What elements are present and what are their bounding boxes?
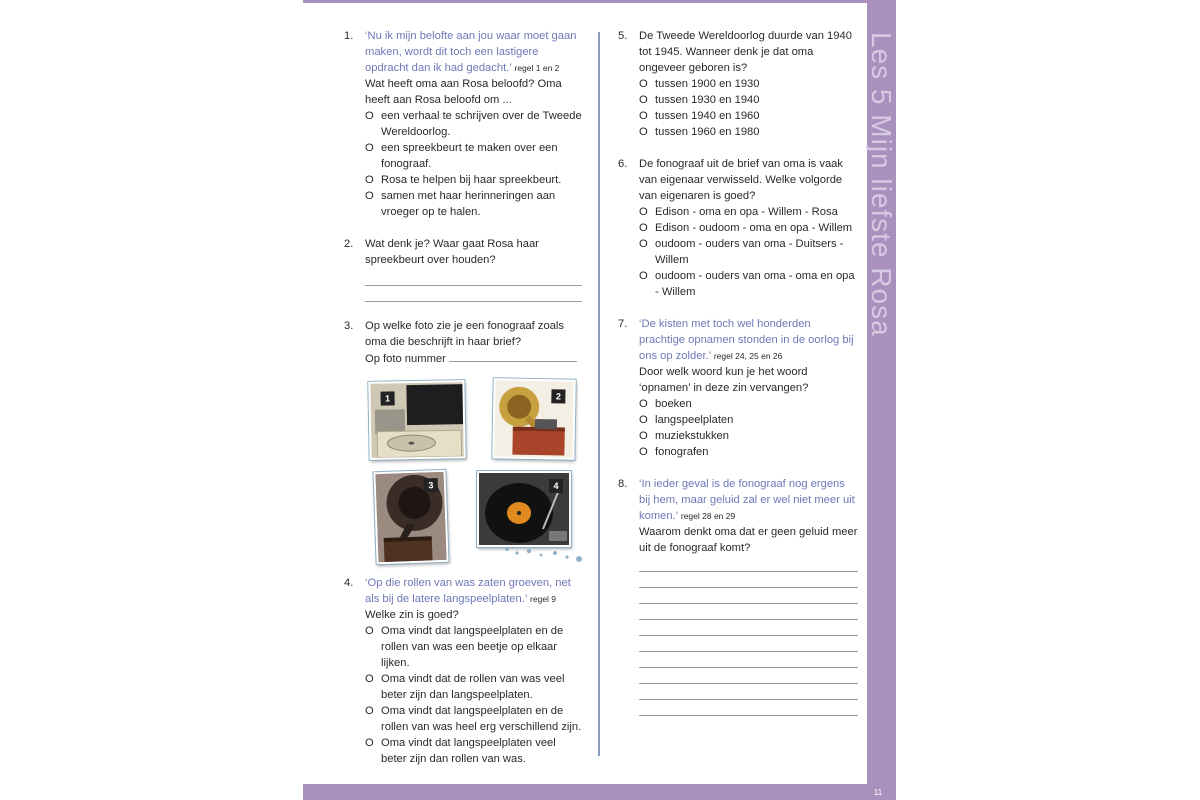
option-label: Oma vindt dat langspeelplaten en de rollen van was heel erg verschillend zijn. xyxy=(381,705,582,733)
option-label: Oma vindt dat langspeelplaten en de rollen van was een beetje op elkaar lijken. xyxy=(381,625,564,669)
question-8 xyxy=(618,476,858,716)
radio-circle-icon: O xyxy=(639,78,648,90)
radio-circle-icon: O xyxy=(639,126,648,138)
radio-circle-icon: O xyxy=(639,238,648,250)
photo-number-badge: 1 xyxy=(380,391,394,405)
answer-option[interactable] xyxy=(365,623,582,671)
radio-circle-icon: O xyxy=(365,625,374,637)
option-label: tussen 1960 en 1980 xyxy=(655,126,760,138)
question-text: De fonograaf uit de brief van oma is vaak van eigenaar verwisseld. Welke volgorde van eigenaren is goed? xyxy=(639,158,843,202)
answer-options xyxy=(365,108,582,220)
radio-circle-icon: O xyxy=(639,414,648,426)
question-7 xyxy=(618,316,858,460)
lesson-title xyxy=(867,32,896,392)
answer-line[interactable] xyxy=(365,286,582,302)
question-6 xyxy=(618,156,858,300)
question-text: Welke zin is goed? xyxy=(365,609,459,621)
question-text: Door welk woord kun je het woord ‘opnamen’ in deze zin vervangen? xyxy=(639,366,809,394)
answer-option[interactable] xyxy=(639,236,858,268)
question-quote xyxy=(639,316,858,364)
right-column xyxy=(618,28,858,716)
line-reference: regel 9 xyxy=(530,594,557,604)
question-5 xyxy=(618,28,858,140)
answer-option[interactable] xyxy=(639,268,858,300)
answer-lines xyxy=(639,556,858,716)
quote-text: ‘De kisten met toch wel honderden prachtige opnamen stonden in de oorlog bij ons op zolder.’ xyxy=(639,318,854,362)
answer-option[interactable] xyxy=(365,140,582,172)
option-label: fonografen xyxy=(655,446,709,458)
question-number: 6. xyxy=(618,158,628,170)
radio-circle-icon: O xyxy=(365,142,374,154)
photo-number-badge: 2 xyxy=(551,389,565,403)
answer-option[interactable] xyxy=(639,428,858,444)
photo-number-badge: 3 xyxy=(424,478,438,492)
answer-option[interactable] xyxy=(639,396,858,412)
question-number: 2. xyxy=(344,238,354,250)
photo-number-prompt xyxy=(365,350,582,367)
question-text: De Tweede Wereldoorlog duurde van 1940 tot 1945. Wanneer denk je dat oma ongeveer geboren is? xyxy=(639,30,852,74)
option-label: tussen 1940 en 1960 xyxy=(655,110,760,122)
question-text: Op welke foto zie je een fonograaf zoals oma die beschrijft in haar brief? xyxy=(365,320,565,348)
answer-line[interactable] xyxy=(365,270,582,286)
answer-line[interactable] xyxy=(639,652,858,668)
radio-circle-icon: O xyxy=(365,673,374,685)
answer-option[interactable] xyxy=(639,108,858,124)
question-1 xyxy=(344,28,582,220)
answer-option[interactable] xyxy=(365,108,582,140)
radio-circle-icon: O xyxy=(365,705,374,717)
photo-grid xyxy=(365,377,582,569)
photo-3 xyxy=(373,470,448,564)
answer-option[interactable] xyxy=(639,412,858,428)
answer-line[interactable] xyxy=(639,700,858,716)
line-reference: regel 28 en 29 xyxy=(680,511,736,521)
lesson-title-text: Les 5 Mijn liefste Rosa xyxy=(866,32,897,337)
question-text: Wat heeft oma aan Rosa beloofd? Oma heeft aan Rosa beloofd om ... xyxy=(365,78,562,106)
question-number: 1. xyxy=(344,30,354,42)
question-number: 8. xyxy=(618,478,628,490)
option-label: tussen 1900 en 1930 xyxy=(655,78,760,90)
answer-line[interactable] xyxy=(639,572,858,588)
answer-option[interactable] xyxy=(365,172,582,188)
option-label: Oma vindt dat de rollen van was veel beter zijn dan langspeelplaten. xyxy=(381,673,565,701)
option-label: muziekstukken xyxy=(655,430,729,442)
question-2 xyxy=(344,236,582,302)
answer-option[interactable] xyxy=(639,92,858,108)
option-label: langspeelplaten xyxy=(655,414,734,426)
option-label: oudoom - ouders van oma - oma en opa - Willem xyxy=(655,270,855,298)
question-3 xyxy=(344,318,582,569)
radio-circle-icon: O xyxy=(365,174,374,186)
question-quote xyxy=(639,476,858,524)
answer-option[interactable] xyxy=(639,76,858,92)
answer-option[interactable] xyxy=(365,735,582,767)
answer-option[interactable] xyxy=(639,204,858,220)
option-label: Edison - oudoom - oma en opa - Willem xyxy=(655,222,853,234)
photo-number-field[interactable] xyxy=(449,350,577,362)
answer-line[interactable] xyxy=(639,604,858,620)
photo-4 xyxy=(477,471,571,547)
top-rule xyxy=(303,0,896,3)
option-label: Rosa te helpen bij haar spreekbeurt. xyxy=(381,174,562,186)
answer-options xyxy=(639,204,858,300)
answer-option[interactable] xyxy=(365,671,582,703)
question-number: 5. xyxy=(618,30,628,42)
radio-circle-icon: O xyxy=(639,446,648,458)
answer-line[interactable] xyxy=(639,556,858,572)
radio-circle-icon: O xyxy=(365,737,374,749)
question-text: Wat denk je? Waar gaat Rosa haar spreekbeurt over houden? xyxy=(365,238,539,266)
photo-2 xyxy=(492,378,575,459)
answer-options xyxy=(639,396,858,460)
question-number: 3. xyxy=(344,320,354,332)
option-label: oudoom - ouders van oma - Duitsers - Willem xyxy=(655,238,844,266)
answer-options xyxy=(365,623,582,767)
question-number: 4. xyxy=(344,577,354,589)
quote-text: ‘Op die rollen van was zaten groeven, net als bij de latere langspeelplaten.’ xyxy=(365,577,571,605)
answer-options xyxy=(639,76,858,140)
left-column xyxy=(344,28,582,767)
radio-circle-icon: O xyxy=(639,430,648,442)
question-quote xyxy=(365,28,582,76)
quote-text: ‘Nu ik mijn belofte aan jou waar moet gaan maken, wordt dit toch een lastigere opdracht dan ik had gedacht.’ xyxy=(365,30,577,74)
photo-1 xyxy=(368,380,465,460)
line-reference: regel 24, 25 en 26 xyxy=(713,351,783,361)
radio-circle-icon: O xyxy=(639,398,648,410)
page-number: 11 xyxy=(873,788,883,797)
line-reference: regel 1 en 2 xyxy=(514,63,560,73)
photo-number-badge: 4 xyxy=(549,479,563,493)
radio-circle-icon: O xyxy=(639,94,648,106)
answer-option[interactable] xyxy=(365,703,582,735)
question-text: Waarom denkt oma dat er geen geluid meer uit de fonograaf komt? xyxy=(639,526,858,554)
option-label: samen met haar herinneringen aan vroeger op te halen. xyxy=(381,190,556,218)
radio-circle-icon: O xyxy=(639,222,648,234)
prompt-label: Op foto nummer xyxy=(365,353,446,365)
radio-circle-icon: O xyxy=(365,190,374,202)
option-label: een verhaal te schrijven over de Tweede Wereldoorlog. xyxy=(381,110,582,138)
question-4 xyxy=(344,575,582,767)
radio-circle-icon: O xyxy=(639,110,648,122)
option-label: een spreekbeurt te maken over een fonograaf. xyxy=(381,142,558,170)
radio-circle-icon: O xyxy=(365,110,374,122)
radio-circle-icon: O xyxy=(639,270,648,282)
column-divider xyxy=(598,32,600,756)
option-label: tussen 1930 en 1940 xyxy=(655,94,760,106)
bottom-band xyxy=(303,784,896,800)
radio-circle-icon: O xyxy=(639,206,648,218)
question-number: 7. xyxy=(618,318,628,330)
option-label: Oma vindt dat langspeelplaten veel beter zijn dan rollen van was. xyxy=(381,737,556,765)
option-label: Edison - oma en opa - Willem - Rosa xyxy=(655,206,838,218)
answer-option[interactable] xyxy=(639,220,858,236)
answer-option[interactable] xyxy=(639,444,858,460)
question-quote xyxy=(365,575,582,607)
answer-line[interactable] xyxy=(639,668,858,684)
decorative-dots xyxy=(501,545,591,569)
answer-line[interactable] xyxy=(639,636,858,652)
answer-line[interactable] xyxy=(639,684,858,700)
option-label: boeken xyxy=(655,398,692,410)
answer-option[interactable] xyxy=(639,124,858,140)
quote-text: ‘In ieder geval is de fonograaf nog ergens bij hem, maar geluid zal er wel niet meer uit komen.’ xyxy=(639,478,855,522)
answer-option[interactable] xyxy=(365,188,582,220)
answer-line[interactable] xyxy=(639,620,858,636)
answer-line[interactable] xyxy=(639,588,858,604)
